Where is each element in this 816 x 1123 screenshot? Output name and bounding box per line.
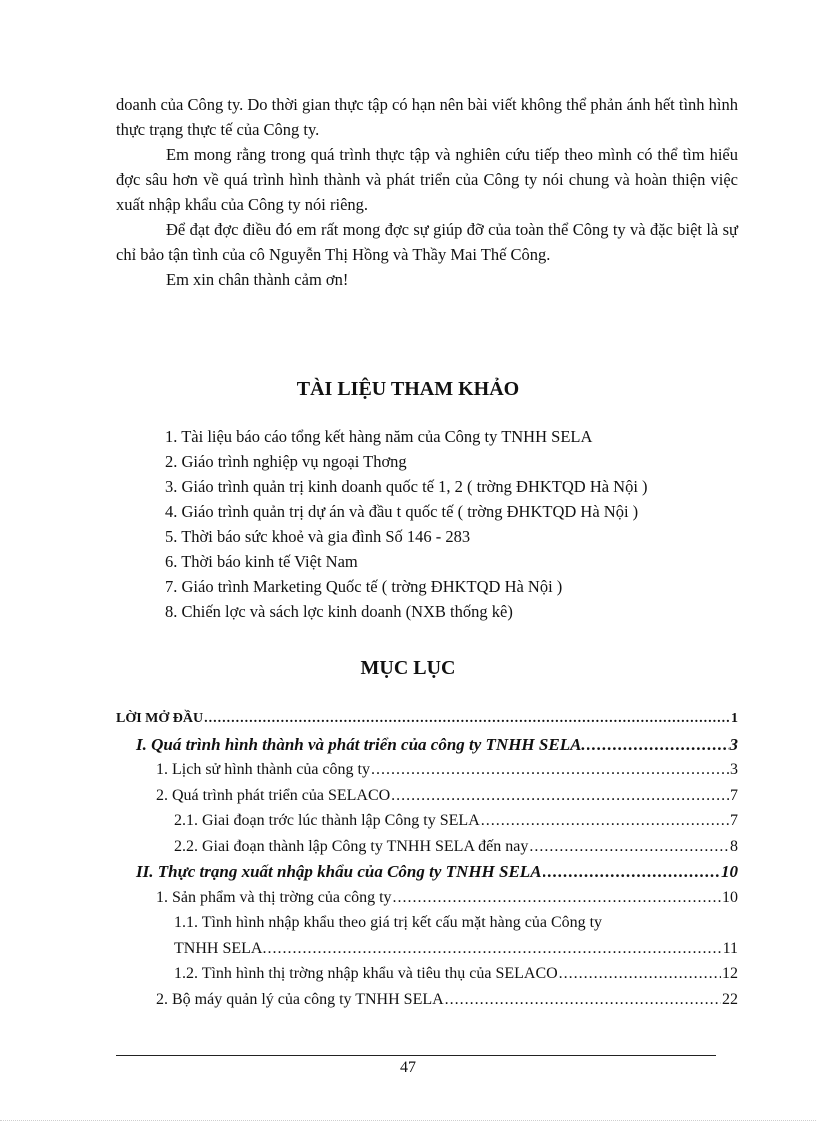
reference-item: 2. Giáo trình nghiệp vụ ngoại Thơng <box>165 452 407 471</box>
paragraph-4: Em xin chân thành cảm ơn! <box>166 270 349 289</box>
reference-item: 4. Giáo trình quản trị dự án và đầu t quốc tế ( trờng ĐHKTQD Hà Nội ) <box>165 502 639 521</box>
toc-entry: 1.1. Tình hình nhập khẩu theo giá trị kết cấu mặt hàng của Công ty <box>174 914 603 931</box>
paragraph-1: doanh của Công ty. Do thời gian thực tập có hạn nên bài viết không thể phản ánh hết tình hình thực trạng thực tế của Công ty. <box>116 95 738 139</box>
footer-divider <box>116 1055 716 1056</box>
toc-entry: 1. Sản phẩm và thị trờng của công ty ..... 10 <box>116 885 738 911</box>
reference-item: 5. Thời báo sức khoẻ và gia đình Số 146 - 283 <box>165 527 471 546</box>
table-of-contents <box>116 706 738 1012</box>
toc-entry: 2. Quá trình phát triển của SELACO ..... 7 <box>116 783 738 809</box>
toc-entry: 1.2. Tình hình thị trờng nhập khẩu và tiêu thụ của SELACO ..... 12 <box>116 961 738 987</box>
page-edge-divider <box>0 1120 816 1121</box>
toc-entry: 1. Lịch sử hình thành của công ty ..... 3 <box>116 757 738 783</box>
references-title: TÀI LIỆU THAM KHẢO <box>296 378 520 400</box>
references-list <box>165 424 648 624</box>
toc-entry: II. Thực trạng xuất nhập khẩu của Công ty TNHH SELA ..... 10 <box>116 859 738 885</box>
toc-entry-continuation: TNHH SELA. ..... 11 <box>116 936 738 962</box>
reference-item: 7. Giáo trình Marketing Quốc tế ( trờng ĐHKTQD Hà Nội ) <box>165 577 563 596</box>
page-number: 47 <box>400 1059 416 1076</box>
paragraph-2: Em mong rằng trong quá trình thực tập và nghiên cứu tiếp theo mình có thể tìm hiểu đợc sâu hơn về quá trình hình thành và phát triển của Công ty nói chung và hoàn thiện việc xuất nhập khẩu của Công ty nói riêng. <box>116 145 738 214</box>
reference-item: 3. Giáo trình quản trị kinh doanh quốc tế 1, 2 ( trờng ĐHKTQD Hà Nội ) <box>165 477 648 496</box>
toc-entry: LỜI MỞ ĐẦU ..... 1 <box>116 706 738 732</box>
toc-entry: 2.1. Giai đoạn trớc lúc thành lập Công ty SELA ..... 7 <box>116 808 738 834</box>
toc-entry: 2.2. Giai đoạn thành lập Công ty TNHH SELA đến nay ..... 8 <box>116 834 738 860</box>
reference-item: 1. Tài liệu báo cáo tổng kết hàng năm của Công ty TNHH SELA <box>165 427 593 446</box>
paragraph-3: Để đạt đợc điều đó em rất mong đợc sự giúp đỡ của toàn thể Công ty và đặc biệt là sự chỉ bảo tận tình của cô Nguyễn Thị Hồng và Thầy Mai Thế Công. <box>116 220 738 264</box>
toc-entry: I. Quá trình hình thành và phát triển của công ty TNHH SELA. ..... 3 <box>116 732 738 758</box>
body-text <box>116 92 738 292</box>
reference-item: 6. Thời báo kinh tế Việt Nam <box>165 552 358 571</box>
reference-item: 8. Chiến lợc và sách lợc kinh doanh (NXB thống kê) <box>165 602 513 621</box>
toc-title: MỤC LỤC <box>360 657 456 679</box>
toc-entry: 2. Bộ máy quản lý của công ty TNHH SELA ..... 22 <box>116 987 738 1013</box>
